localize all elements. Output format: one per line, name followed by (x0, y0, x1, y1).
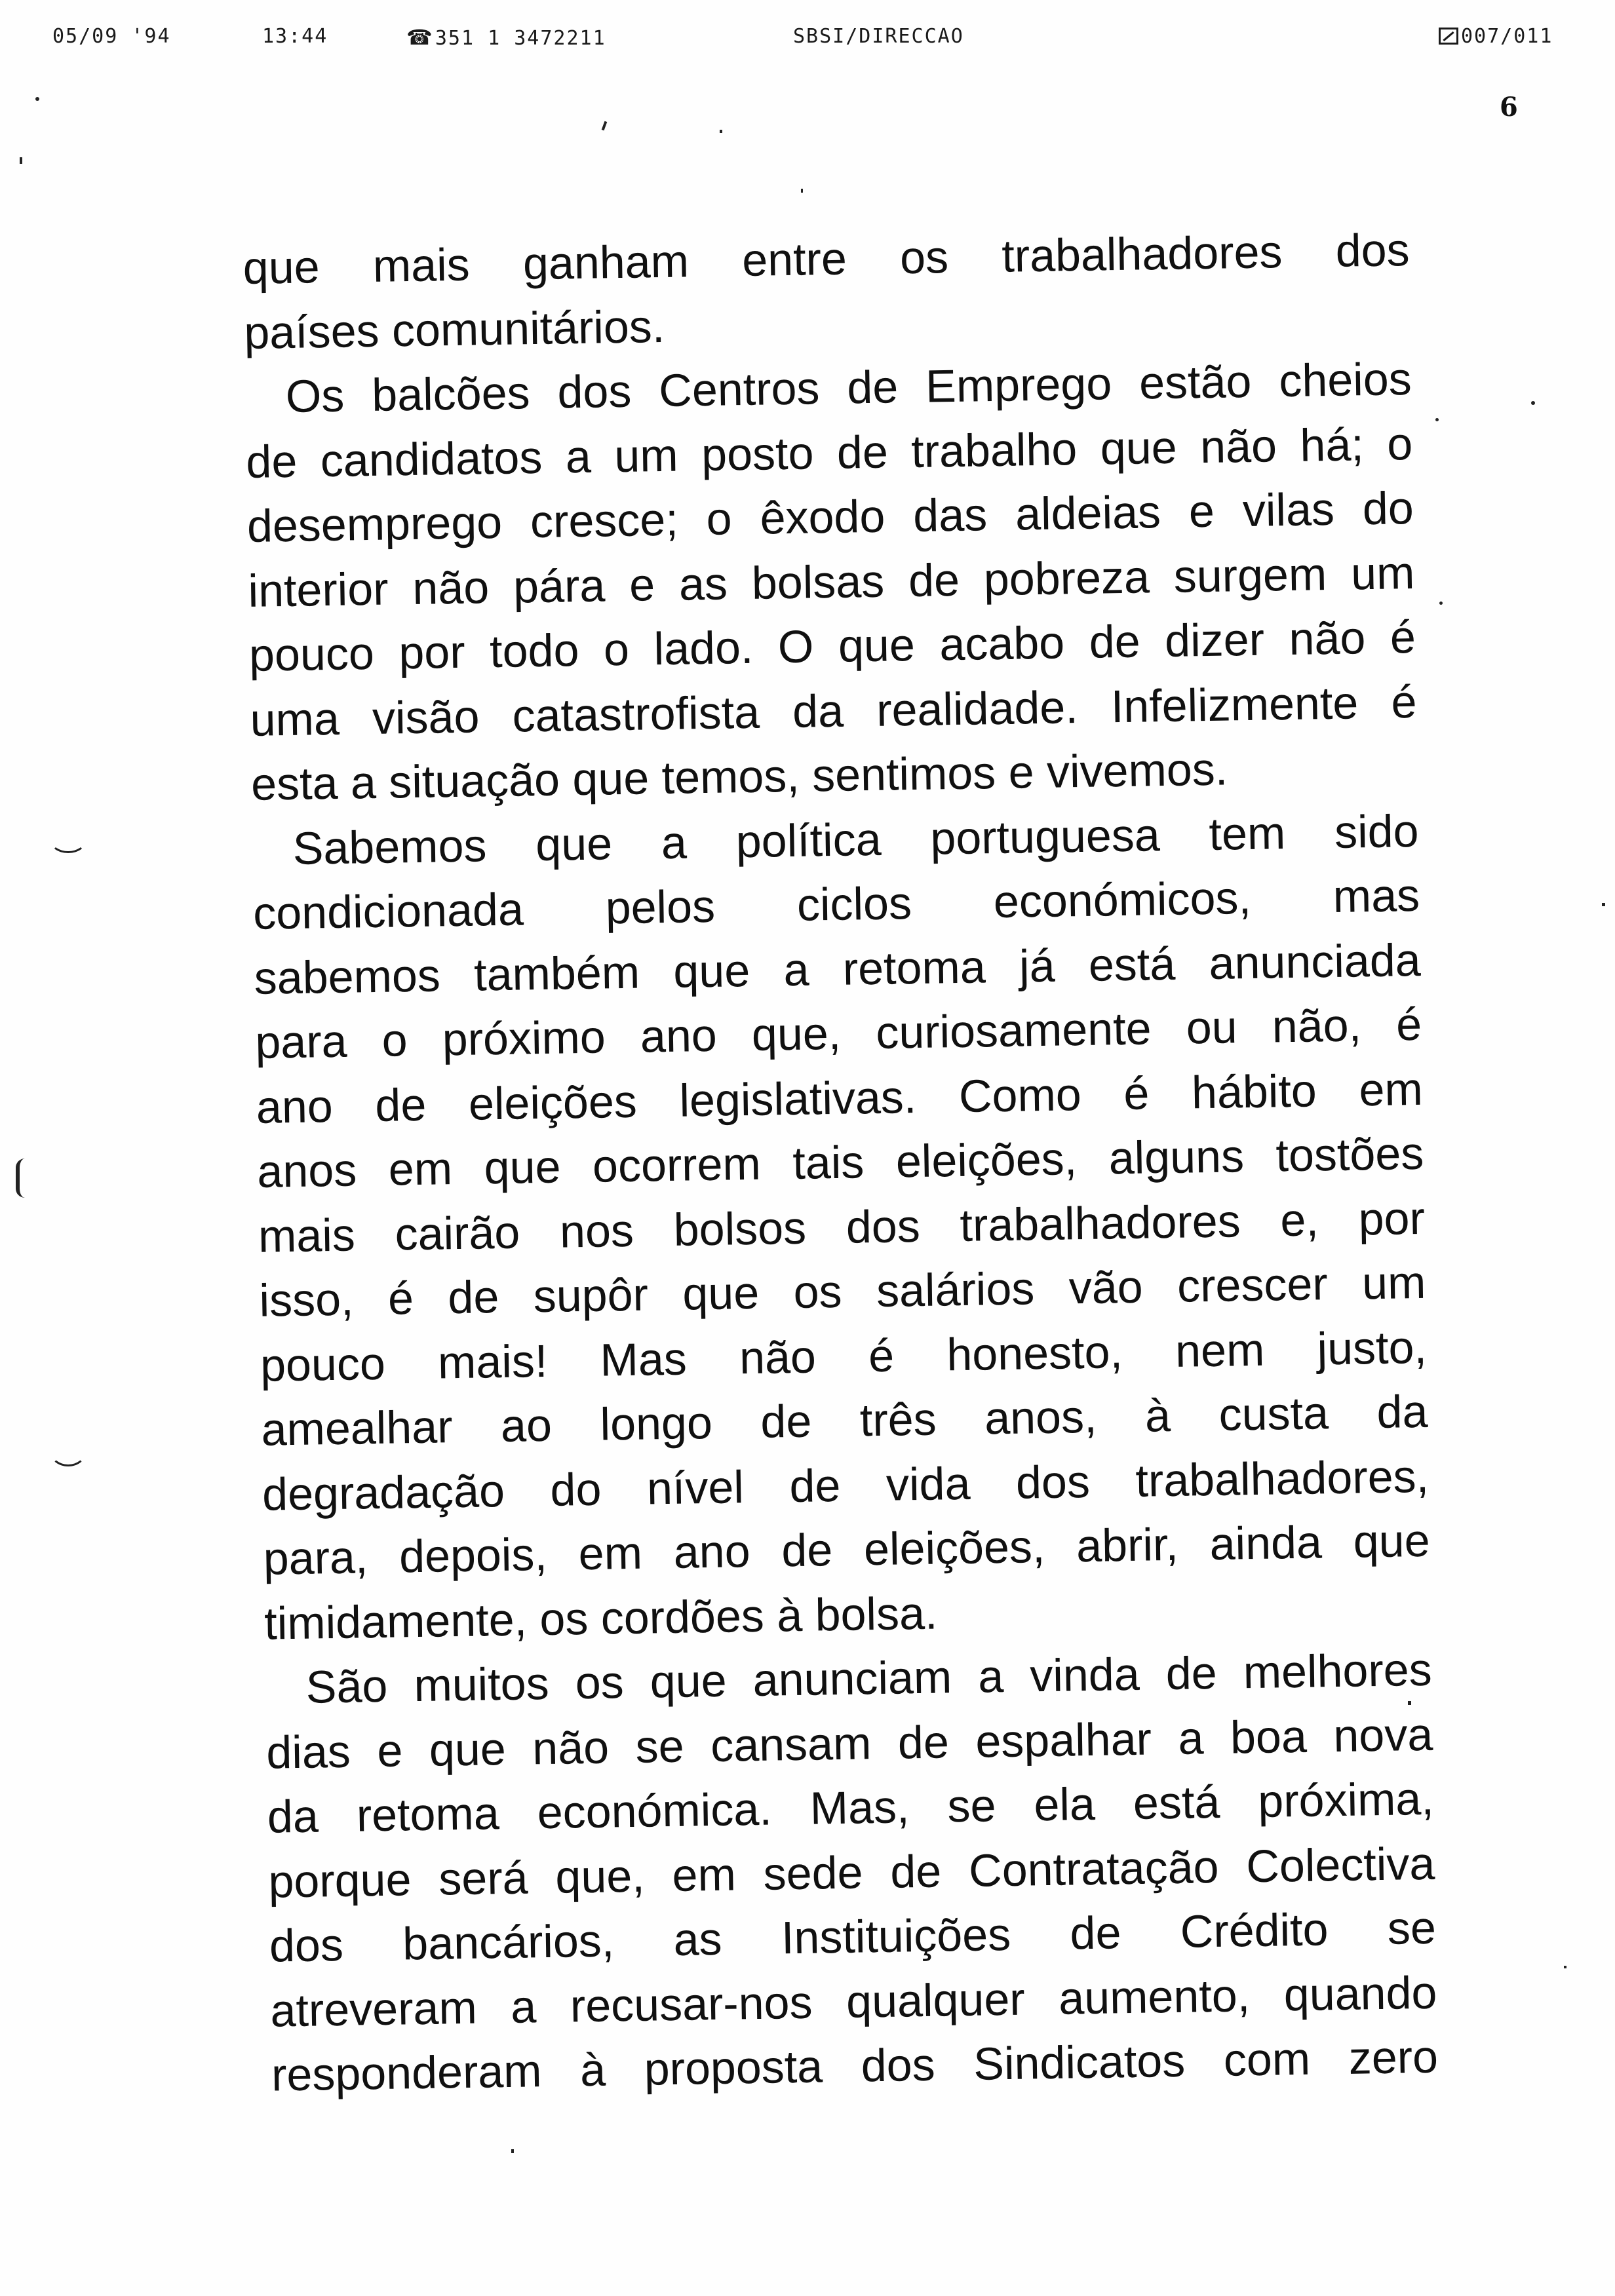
paragraph-1 (243, 218, 1411, 365)
paragraph-2 (244, 347, 1418, 816)
punch-mark (16, 1158, 25, 1198)
text-line: São muitos os que anunciam a vinda de melhores (305, 1643, 1433, 1713)
text-line: para o próximo ano que, curiosamente ou não, é (254, 998, 1422, 1068)
text-line: porque será que, em sede de Contratação Colectiva (267, 1837, 1435, 1907)
fax-page-icon (1439, 28, 1458, 45)
text-line: timidamente, os cordões à bolsa. (263, 1587, 938, 1649)
text-line: pouco mais! Mas não é honesto, nem justo, (260, 1321, 1428, 1391)
text-line: anos em que ocorrem tais eleições, alguns tostões (256, 1127, 1424, 1197)
scan-speck (35, 97, 39, 101)
text-line: países comunitários. (243, 300, 665, 358)
fax-date: 05/09 '94 (52, 25, 171, 48)
fax-sender-department: SBSI/DIRECCAO (793, 25, 964, 48)
scan-speck (1531, 401, 1535, 405)
text-line: isso, é de supôr que os salários vão crescer um (258, 1256, 1426, 1326)
scan-speck (602, 121, 608, 131)
text-line: Sabemos que a política portuguesa tem sido (292, 805, 1420, 874)
scan-speck (1439, 602, 1443, 605)
scan-speck (720, 130, 722, 133)
text-line: esta a situação que temos, sentimos e vivemos. (250, 743, 1228, 810)
text-line: condicionada pelos ciclos económicos, mas (252, 869, 1420, 939)
text-line: responderam à proposta dos Sindicatos com zero (271, 2031, 1439, 2101)
scan-speck (1435, 418, 1439, 421)
text-line: que mais ganham entre os trabalhadores dos (243, 224, 1411, 294)
text-line: pouco por todo o lado. O que acabo de dizer não é (248, 611, 1416, 681)
fax-phone-number: 351 1 3472211 (435, 27, 606, 50)
text-line: interior não pára e as bolsas de pobreza surgem um (247, 546, 1415, 617)
fax-time: 13:44 (262, 25, 328, 48)
fax-page-group (1439, 25, 1553, 48)
text-line: amealhar ao longo de três anos, à custa da (261, 1385, 1429, 1455)
text-line: dias e que não se cansam de espalhar a boa nova (265, 1708, 1433, 1778)
paragraph-4 (265, 1637, 1439, 2107)
fax-phone-group (406, 25, 606, 50)
text-line: para, depois, em ano de eleições, abrir, ainda que (263, 1514, 1431, 1584)
fax-page-counter: 007/011 (1461, 25, 1553, 48)
scan-speck (511, 2149, 514, 2153)
text-line: degradação do nível de vida dos trabalhadores, (262, 1450, 1430, 1520)
telephone-icon: ☎ (406, 25, 434, 50)
scan-speck (1602, 903, 1605, 906)
paragraph-3 (252, 798, 1431, 1655)
letter-body (243, 218, 1439, 2107)
text-line: mais cairão nos bolsos dos trabalhadores e, por (258, 1192, 1426, 1262)
scan-speck (1564, 1966, 1566, 1968)
scan-speck (801, 189, 803, 193)
text-line: de candidatos a um posto de trabalho que não há; o (245, 417, 1413, 488)
scan-speck (20, 157, 22, 164)
page-number: 6 (1500, 92, 1518, 123)
text-line: Os balcões dos Centros de Emprego estão cheios (285, 353, 1412, 422)
fax-transmission-header (0, 25, 1615, 58)
text-line: atreveram a recusar-nos qualquer aumento, quando (269, 1966, 1437, 2037)
text-line: uma visão catastrofista da realidade. Infelizmente é (249, 676, 1417, 746)
text-line: da retoma económica. Mas, se ela está próxima, (267, 1772, 1435, 1843)
punch-hole-shadow (50, 1436, 87, 1466)
punch-hole-shadow (50, 827, 87, 853)
text-line: dos bancários, as Instituições de Crédito se (269, 1902, 1437, 1972)
text-line: ano de eleições legislativas. Como é hábito em (256, 1063, 1424, 1133)
text-line: sabemos também que a retoma já está anunciada (254, 934, 1422, 1004)
text-line: desemprego cresce; o êxodo das aldeias e vilas do (246, 482, 1414, 552)
